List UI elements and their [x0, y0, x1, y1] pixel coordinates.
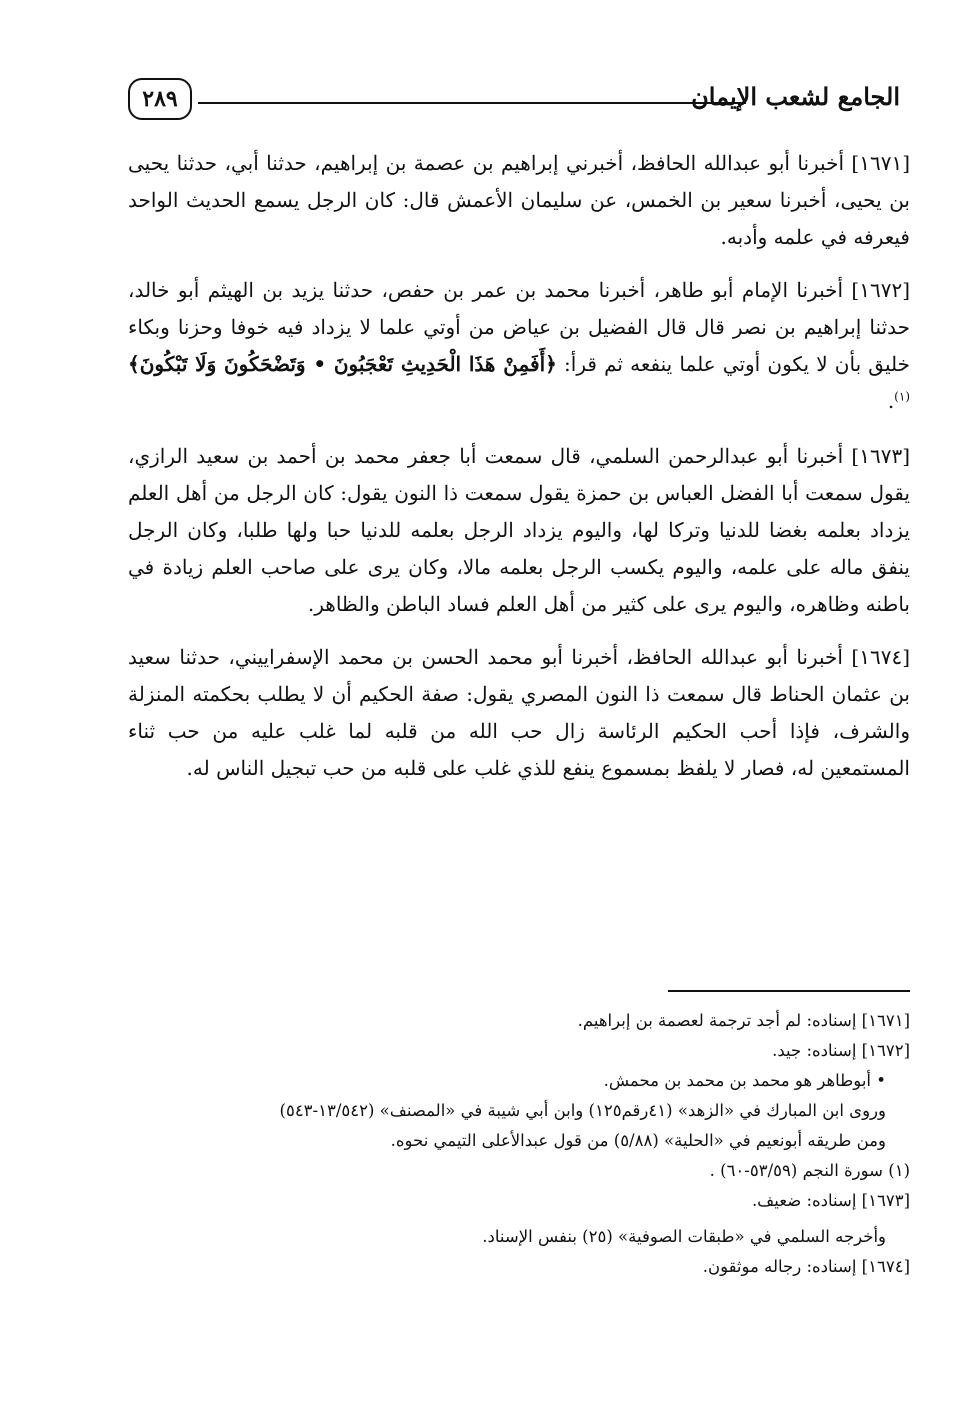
paragraph-1672-end: .	[887, 389, 895, 413]
footnote-1672-note: • أبوطاهر هو محمد بن محمد بن محمش.	[603, 1071, 886, 1090]
page-number: ٢٨٩	[128, 78, 192, 120]
paragraph-1672-text: [١٦٧٢] أخبرنا الإمام أبو طاهر، أخبرنا محمد بن عمر بن حفص، حدثنا يزيد بن الهيثم أبو خالد، حدثنا إبراهيم بن نصر قال قال الفضيل بن عياض من أوتي علما لا يزداد فيه خوفا وحزنا وبكاء خليق بأن لا يكون أوتي علما ينفعه ثم قرأ:	[128, 278, 910, 376]
footnotes	[128, 1006, 910, 1282]
footnote-separator	[668, 990, 910, 992]
header-rule	[198, 102, 746, 104]
paragraph-1671: [١٦٧١] أخبرنا أبو عبدالله الحافظ، أخبرني إبراهيم بن عصمة بن إبراهيم، حدثنا أبي، حدثنا يحيى بن يحيى، أخبرنا سعير بن الخمس، عن سليمان الأعمش قال: كان الرجل يسمع الحديث الواحد فيعرفه في علمه وأدبه.	[128, 151, 911, 249]
quran-verse: ﴿أَفَمِنْ هَذَا الْحَدِيثِ تَعْجَبُونَ • وَتَضْحَكُونَ وَلَا تَبْكُونَ﴾	[128, 352, 557, 376]
footnote-1672: [١٦٧٢] إسناده: جيد.	[772, 1041, 910, 1060]
paragraph-1674: [١٦٧٤] أخبرنا أبو عبدالله الحافظ، أخبرنا أبو محمد الحسن بن محمد الإسفراييني، حدثنا سعيد بن عثمان الحناط قال سمعت ذا النون المصري يقول: صفة الحكيم أن لا يطلب بحكمته المنزلة والشرف، فإذا أحب الحكيم الرئاسة زال حب الله من قلبه لما غلب عليه من حب ثناء المستمعين له، فصار لا يلفظ بمسموع ينفع للذي غلب على قلبه من حب تبجيل الناس له.	[128, 645, 910, 780]
running-title: الجامع لشعب الإيمان	[691, 82, 900, 111]
footnote-1673-source: وأخرجه السلمي في «طبقات الصوفية» (٢٥) بنفس الإسناد.	[482, 1227, 886, 1246]
footnote-1674: [١٦٧٤] إسناده: رجاله موثقون.	[702, 1257, 910, 1276]
page-header	[128, 78, 908, 126]
paragraph-1672	[128, 272, 910, 420]
main-text	[128, 145, 910, 803]
footnote-1: (١) سورة النجم (٥٣/٥٩-٦٠) .	[709, 1161, 910, 1180]
footnote-ref: (١)	[894, 389, 910, 404]
footnote-1672-source-1: وروى ابن المبارك في «الزهد» (٤١رقم١٢٥) وابن أبي شيبة في «المصنف» (١٣/٥٤٢-٥٤٣)	[279, 1101, 886, 1120]
footnote-1673: [١٦٧٣] إسناده: ضعيف.	[751, 1191, 910, 1210]
footnote-1671: [١٦٧١] إسناده: لم أجد ترجمة لعصمة بن إبراهيم.	[577, 1011, 910, 1030]
footnote-1672-source-2: ومن طريقه أبونعيم في «الحلية» (٥/٨٨) من قول عبدالأعلى التيمي نحوه.	[390, 1131, 886, 1150]
paragraph-1673: [١٦٧٣] أخبرنا أبو عبدالرحمن السلمي، قال سمعت أبا جعفر محمد بن أحمد بن سعيد الرازي، يقول سمعت أبا الفضل العباس بن حمزة يقول سمعت ذا النون يقول: كان الرجل من أهل العلم يزداد بعلمه بغضا للدنيا وتركا لها، واليوم يزداد الرجل بعلمه للدنيا حبا ولها طلبا، وكان الرجل ينفق ماله على علمه، واليوم يكسب الرجل بعلمه مالا، وكان يرى على صاحب العلم زيادة في باطنه وظاهره، واليوم يرى على كثير من أهل العلم فساد الباطن والظاهر.	[128, 444, 910, 616]
